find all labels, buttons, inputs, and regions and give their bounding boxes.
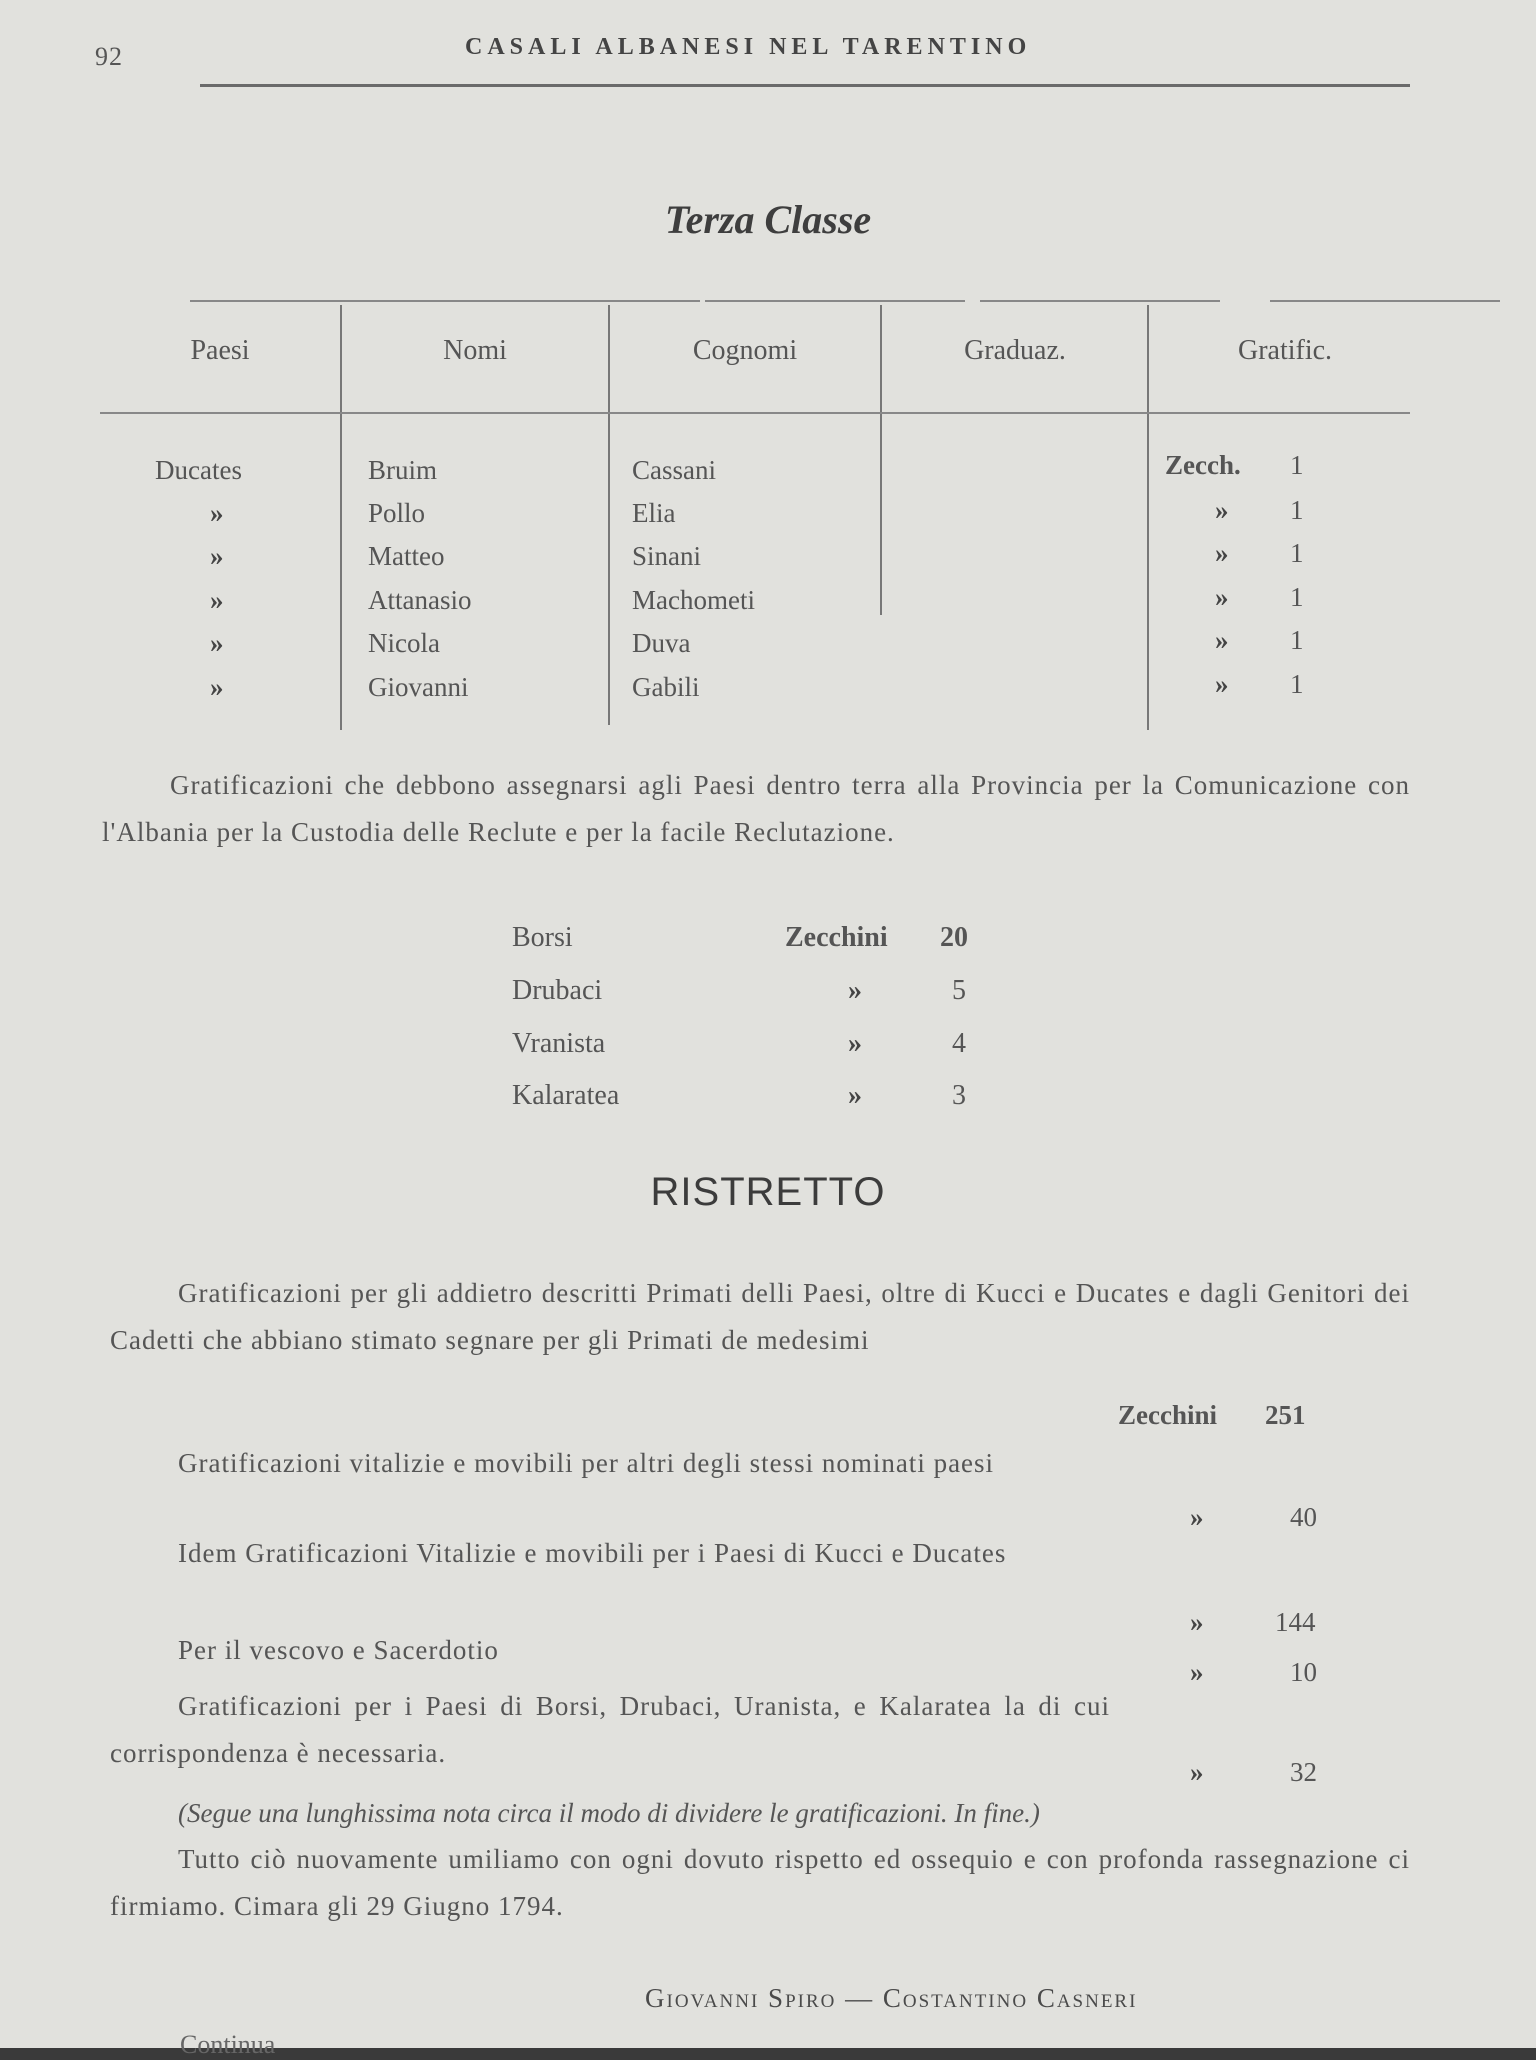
- cell-paese: »: [210, 498, 224, 528]
- cell-cognome: Gabili: [632, 672, 700, 702]
- cell-cognome: Duva: [632, 628, 691, 658]
- payment-place: Borsi: [512, 922, 573, 953]
- cell-gratific: 1: [1290, 625, 1304, 655]
- cell-unit: »: [1215, 625, 1229, 655]
- header-rule: [200, 84, 1410, 87]
- cell-unit: »: [1215, 669, 1229, 699]
- cell-nome: Matteo: [368, 541, 445, 571]
- column-header-gratific: Gratific.: [1237, 335, 1333, 366]
- cell-cognome: Elia: [632, 498, 676, 528]
- payment-amount: 4: [952, 1028, 966, 1059]
- cell-unit: »: [1215, 538, 1229, 568]
- table-vline-1: [340, 305, 342, 730]
- ristretto-item-1: Gratificazioni per gli addietro descritti Primati delli Paesi, oltre di Kucci e Ducates e dagli Genitori dei Cadetti che abbiano stimato segnare per gli Primati de medesimi: [110, 1278, 1410, 1355]
- table-vline-4: [1147, 305, 1149, 730]
- payment-amount: 3: [952, 1080, 966, 1111]
- payment-unit: Zecchini: [785, 922, 888, 953]
- cell-gratific: 1: [1290, 538, 1304, 568]
- cell-cognome: Machometi: [632, 585, 755, 615]
- cell-gratific: 1: [1290, 582, 1304, 612]
- column-header-paesi: Paesi: [190, 335, 250, 366]
- ristretto-item-4-unit: »: [1190, 1657, 1204, 1687]
- cell-gratific: 1: [1290, 495, 1304, 525]
- payment-place: Vranista: [512, 1028, 606, 1059]
- cell-nome: Bruim: [368, 455, 438, 485]
- editorial-note: (Segue una lunghissima nota circa il modo di dividere le gratificazioni. In fine.): [178, 1798, 1040, 1828]
- cell-nome: Nicola: [368, 628, 440, 658]
- ristretto-item-3-unit: »: [1190, 1607, 1204, 1637]
- paragraph-gratificazioni: Gratificazioni che debbono assegnarsi agli Paesi dentro terra alla Provincia per la Comunicazione con l'Albania per la Custodia delle Reclute e per la facile Reclutazione.: [102, 770, 1410, 847]
- column-header-nomi: Nomi: [443, 335, 507, 366]
- closing-paragraph: Tutto ciò nuovamente umiliamo con ogni dovuto rispetto ed ossequio e con profonda rassegnazione ci firmiamo. Cimara gli 29 Giugno 1794.: [110, 1844, 1410, 1921]
- cell-paese: »: [210, 541, 224, 571]
- cut-off-text: Continua: [180, 2030, 276, 2059]
- cell-nome: Pollo: [368, 498, 426, 528]
- page-number: 92: [95, 42, 123, 71]
- running-header: CASALI ALBANESI NEL TARENTINO: [465, 34, 1032, 60]
- ristretto-item-1-unit: Zecchini: [1118, 1400, 1217, 1430]
- ristretto-item-5-amount: 32: [1290, 1757, 1317, 1787]
- payment-unit: »: [848, 1028, 862, 1059]
- ristretto-item-3: Idem Gratificazioni Vitalizie e movibili per i Paesi di Kucci e Ducates: [178, 1538, 1007, 1568]
- payment-unit: »: [848, 1080, 862, 1111]
- cell-cognome: Sinani: [632, 541, 702, 571]
- cell-gratific: 1: [1290, 450, 1304, 480]
- ristretto-item-2-amount: 40: [1290, 1502, 1317, 1532]
- payment-amount: 5: [952, 975, 966, 1006]
- column-header-cognomi: Cognomi: [692, 335, 798, 366]
- table-vline-2: [608, 305, 610, 725]
- section-title: Terza Classe: [664, 197, 872, 242]
- ristretto-item-2: Gratificazioni vitalizie e movibili per altri degli stessi nominati paesi: [178, 1448, 995, 1478]
- cell-unit: »: [1215, 495, 1229, 525]
- ristretto-title: RISTRETTO: [650, 1170, 886, 1214]
- column-header-graduaz: Graduaz.: [964, 335, 1066, 366]
- cell-paese: »: [210, 585, 224, 615]
- payment-place: Drubaci: [512, 975, 603, 1006]
- ristretto-item-5: Gratificazioni per i Paesi di Borsi, Drubaci, Uranista, e Kalaratea la di cui corrispondenza è necessaria.: [110, 1691, 1110, 1768]
- cell-paese: »: [210, 628, 224, 658]
- payment-amount: 20: [940, 922, 968, 953]
- table-top-rule: [90, 300, 1410, 302]
- ristretto-item-4: Per il vescovo e Sacerdotio: [178, 1635, 499, 1665]
- ristretto-item-4-amount: 10: [1290, 1657, 1317, 1687]
- payment-place: Kalaratea: [512, 1080, 620, 1111]
- cell-paese: Ducates: [155, 455, 242, 485]
- table-header-rule: [100, 412, 1410, 414]
- ristretto-item-5-unit: »: [1190, 1757, 1204, 1787]
- cell-unit: »: [1215, 582, 1229, 612]
- cell-nome: Attanasio: [368, 585, 472, 615]
- cell-paese: »: [210, 672, 224, 702]
- ristretto-item-2-unit: »: [1190, 1502, 1204, 1532]
- cell-cognome: Cassani: [632, 455, 716, 485]
- cell-gratific: 1: [1290, 669, 1304, 699]
- ristretto-item-3-amount: 144: [1275, 1607, 1316, 1637]
- table-vline-3: [880, 305, 882, 615]
- cell-unit: Zecch.: [1165, 450, 1241, 480]
- signature: Giovanni Spiro — Costantino Casneri: [645, 1983, 1138, 2013]
- payment-unit: »: [848, 975, 862, 1006]
- ristretto-item-1-amount: 251: [1265, 1400, 1306, 1430]
- cell-nome: Giovanni: [368, 672, 469, 702]
